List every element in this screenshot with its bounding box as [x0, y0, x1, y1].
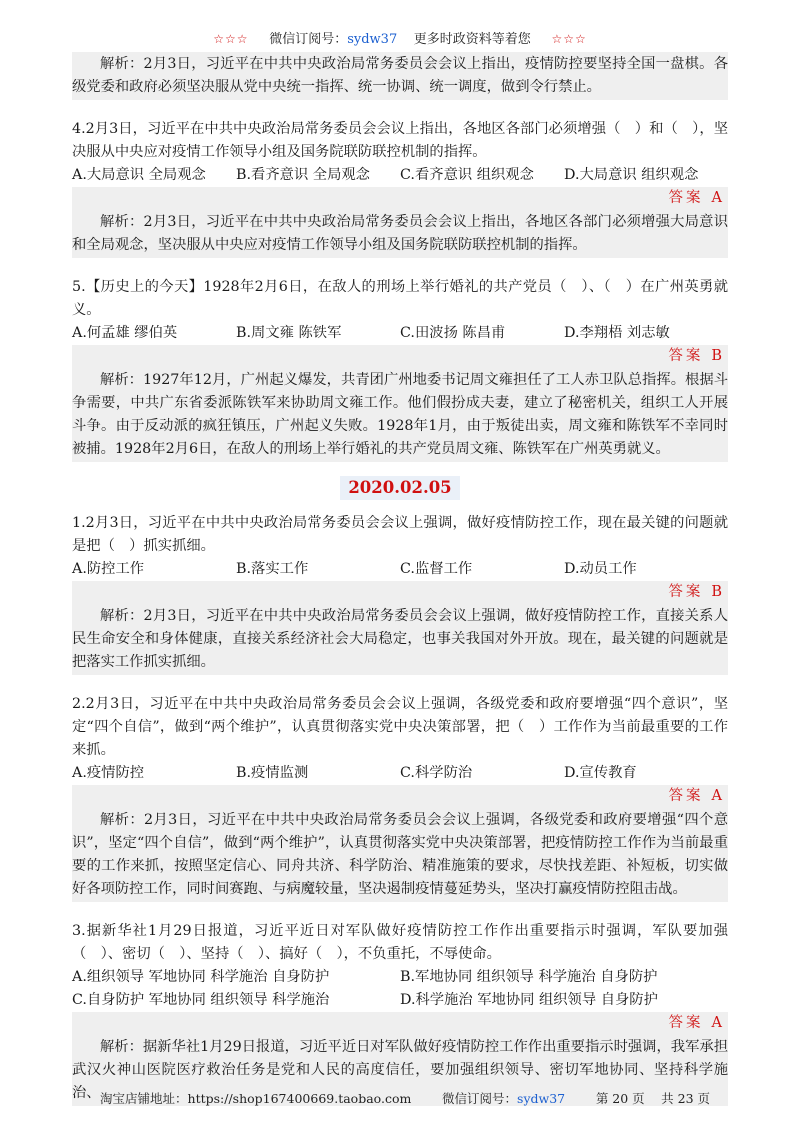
date-heading-row — [72, 476, 728, 500]
answer-label: 答案 — [668, 584, 704, 600]
question-4 — [72, 118, 728, 258]
answer-value: B — [711, 584, 722, 600]
option-a: A.组织领导 军地协同 科学施治 自身防护 — [72, 969, 330, 985]
explanation-text: 解析：1927年12月，广州起义爆发，共青团广州地委书记周文雍担任了工人赤卫队总指挥。根据斗争需要，中共广东省委派陈铁军来协助周文雍工作。他们假扮成夫妻，建立了秘密机关，组织工人开展斗争。由于反动派的疯狂镇压，广州起义失败。1928年1月，由于叛徒出卖，周文雍和陈铁军不幸同时被捕。1928年2月6日，在敌人的刑场上举行婚礼的共产党员周文雍、陈铁军在广州英勇就义。 — [72, 372, 728, 457]
options-row — [72, 762, 728, 785]
explanation-text: 解析：2月3日，习近平在中共中央政治局常务委员会会议上指出，各地区各部门必须增强大局意识和全局观念，坚决服从中央应对疫情工作领导小组及国务院联防联控机制的指挥。 — [72, 214, 728, 253]
header-wechat-label: 微信订阅号： — [269, 32, 348, 47]
option-c: C.科学防治 — [400, 765, 473, 781]
answer-value: A — [711, 1015, 722, 1031]
question-5 — [72, 276, 728, 462]
question-text: 3.据新华社1月29日报道，习近平近日对军队做好疫情防控工作作出重要指示时强调，军队要加强（ ）、密切（ ）、坚持（ ）、搞好（ ），不负重托，不辱使命。 — [72, 923, 728, 962]
answer-row — [72, 1012, 728, 1035]
question-text: 5.【历史上的今天】1928年2月6日，在敌人的刑场上举行婚礼的共产党员（ ）、（ ）在广州英勇就义。 — [72, 279, 728, 318]
option-b: B.周文雍 陈铁军 — [236, 325, 342, 341]
answer-value: A — [711, 190, 722, 206]
option-d: D.大局意识 组织观念 — [564, 167, 699, 183]
answer-label: 答案 — [668, 190, 704, 206]
footer-shop-url[interactable]: https://shop167400669.taobao.com — [187, 1091, 412, 1106]
header-slogan: 更多时政资料等着您 — [413, 32, 531, 47]
page-number: 第 20 页 共 23 页 — [595, 1091, 710, 1106]
footer-wechat-id: sydw37 — [517, 1091, 566, 1106]
option-d: D.李翔梧 刘志敏 — [564, 325, 670, 341]
footer-shop-label: 淘宝店铺地址： — [100, 1091, 188, 1106]
explanation-text: 解析：2月3日，习近平在中共中央政治局常务委员会会议上强调，做好疫情防控工作，直接关系人民生命安全和身体健康，直接关系经济社会大局稳定，也事关我国对外开放。现在，最关键的问题就是把落实工作抓实抓细。 — [72, 608, 728, 670]
footer-wechat — [442, 1089, 565, 1107]
date-heading: 2020.02.05 — [340, 476, 459, 500]
explanation-text: 解析：据新华社1月29日报道，习近平近日对军队做好疫情防控工作作出重要指示时强调，我军承担武汉火神山医院医疗救治任务是党和人民的高度信任，要加强组织领导、密切军地协同、坚持科学施治、 — [72, 1039, 728, 1101]
answer-row — [72, 345, 728, 368]
option-a: A.防控工作 — [72, 561, 145, 577]
options-row-1 — [72, 966, 728, 989]
section2-question-2 — [72, 693, 728, 902]
option-d: D.科学施治 军地协同 组织领导 自身防护 — [400, 992, 658, 1008]
option-a: A.何孟雄 缪伯英 — [72, 325, 178, 341]
section2-question-1 — [72, 512, 728, 675]
options-row — [72, 164, 728, 187]
explanation-block — [72, 368, 728, 462]
option-c: C.田波扬 陈昌甫 — [400, 325, 506, 341]
option-b: B.军地协同 组织领导 科学施治 自身防护 — [400, 969, 658, 985]
answer-label: 答案 — [668, 788, 704, 804]
footer-wechat-label: 微信订阅号： — [442, 1091, 518, 1106]
question-text: 2.2月3日，习近平在中共中央政治局常务委员会会议上强调，各级党委和政府要增强“四个意识”，坚定“四个自信”，做到“两个维护”，认真贯彻落实党中央决策部署，把（ ）工作作为当前最重要的工作来抓。 — [72, 696, 728, 758]
answer-value: A — [711, 788, 722, 804]
option-b: B.看齐意识 全局观念 — [236, 167, 370, 183]
page-header — [60, 28, 740, 47]
explanation-text: 解析：2月3日，习近平在中共中央政治局常务委员会会议上强调，各级党委和政府要增强“四个意识”，坚定“四个自信”，做到“两个维护”，认真贯彻落实党中央决策部署，把疫情防控工作作为当前最重要的工作来抓，按照坚定信心、同舟共济、科学防治、精准施策的要求，尽快找差距、补短板，切实做好各项防控工作，同时间赛跑、与病魔较量，坚决遏制疫情蔓延势头，坚决打赢疫情防控阻击战。 — [72, 812, 728, 897]
option-d: D.动员工作 — [564, 561, 637, 577]
option-b: B.落实工作 — [236, 561, 309, 577]
answer-row — [72, 581, 728, 604]
answer-row — [72, 785, 728, 808]
options-row — [72, 322, 728, 345]
option-c: C.监督工作 — [400, 561, 473, 577]
section2-question-3 — [72, 920, 728, 1106]
page-footer — [100, 1089, 710, 1107]
answer-label: 答案 — [668, 1015, 704, 1031]
explanation-block — [72, 604, 728, 675]
footer-shop — [100, 1089, 411, 1107]
explanation-block — [72, 210, 728, 258]
header-wechat-id: sydw37 — [347, 32, 398, 47]
answer-row — [72, 187, 728, 210]
option-d: D.宣传教育 — [564, 765, 637, 781]
stars-left: ☆☆☆ — [213, 32, 249, 46]
question-text: 4.2月3日，习近平在中共中央政治局常务委员会会议上指出，各地区各部门必须增强（ ）和（ ），坚决服从中央应对疫情工作领导小组及国务院联防联控机制的指挥。 — [72, 121, 728, 160]
explanation-block — [72, 808, 728, 902]
page-content — [72, 52, 728, 1106]
option-b: B.疫情监测 — [236, 765, 309, 781]
option-c: C.自身防护 军地协同 组织领导 科学施治 — [72, 992, 330, 1008]
option-c: C.看齐意识 组织观念 — [400, 167, 534, 183]
stars-right: ☆☆☆ — [551, 32, 587, 46]
option-a: A.大局意识 全局观念 — [72, 167, 206, 183]
top-explanation: 解析：2月3日，习近平在中共中央政治局常务委员会会议上指出，疫情防控要坚持全国一盘棋。各级党委和政府必须坚决服从党中央统一指挥、统一协调、统一调度，做到令行禁止。 — [72, 56, 728, 95]
answer-value: B — [711, 348, 722, 364]
options-row-2 — [72, 989, 728, 1012]
options-row — [72, 558, 728, 581]
answer-label: 答案 — [668, 348, 704, 364]
option-a: A.疫情防控 — [72, 765, 145, 781]
top-explanation-block — [72, 52, 728, 100]
question-text: 1.2月3日，习近平在中共中央政治局常务委员会会议上强调，做好疫情防控工作，现在最关键的问题就是把（ ）抓实抓细。 — [72, 515, 728, 554]
